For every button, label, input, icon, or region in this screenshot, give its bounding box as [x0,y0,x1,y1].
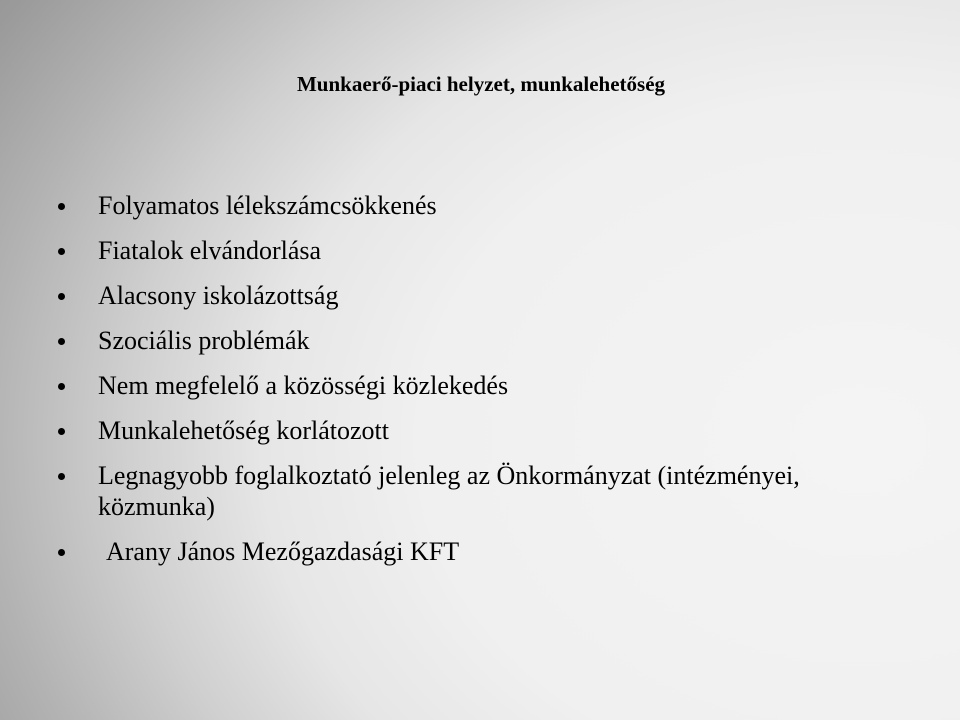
bullet-icon [58,549,65,556]
slide-title: Munkaerő-piaci helyzet, munkalehetőség [296,72,666,96]
bullet-item [56,190,876,221]
bullet-text: Nem megfelelő a közösségi közlekedés [98,371,509,400]
bullet-text: Fiatalok elvándorlása [98,236,322,265]
bullet-icon [58,428,65,435]
bullet-item [56,415,876,446]
bullet-item [56,325,876,356]
bullet-text: Szociális problémák [98,326,310,355]
bullet-text: Munkalehetőség korlátozott [98,416,389,445]
bullet-text: Arany János Mezőgazdasági KFT [106,537,460,566]
bullet-text: Legnagyobb foglalkoztató jelenleg az Önkormányzat (intézményei, közmunka) [98,461,800,521]
bullet-item [56,235,876,266]
bullet-item [56,536,876,567]
bullet-text: Alacsony iskolázottság [98,281,339,310]
bullet-list [56,190,876,581]
bullet-item [56,280,876,311]
bullet-icon [58,473,65,480]
bullet-text: Folyamatos lélekszámcsökkenés [98,191,437,220]
bullet-icon [58,248,65,255]
bullet-icon [58,293,65,300]
bullet-item [56,370,876,401]
bullet-item [56,460,876,522]
bullet-icon [58,383,65,390]
bullet-icon [58,338,65,345]
bullet-icon [58,203,65,210]
